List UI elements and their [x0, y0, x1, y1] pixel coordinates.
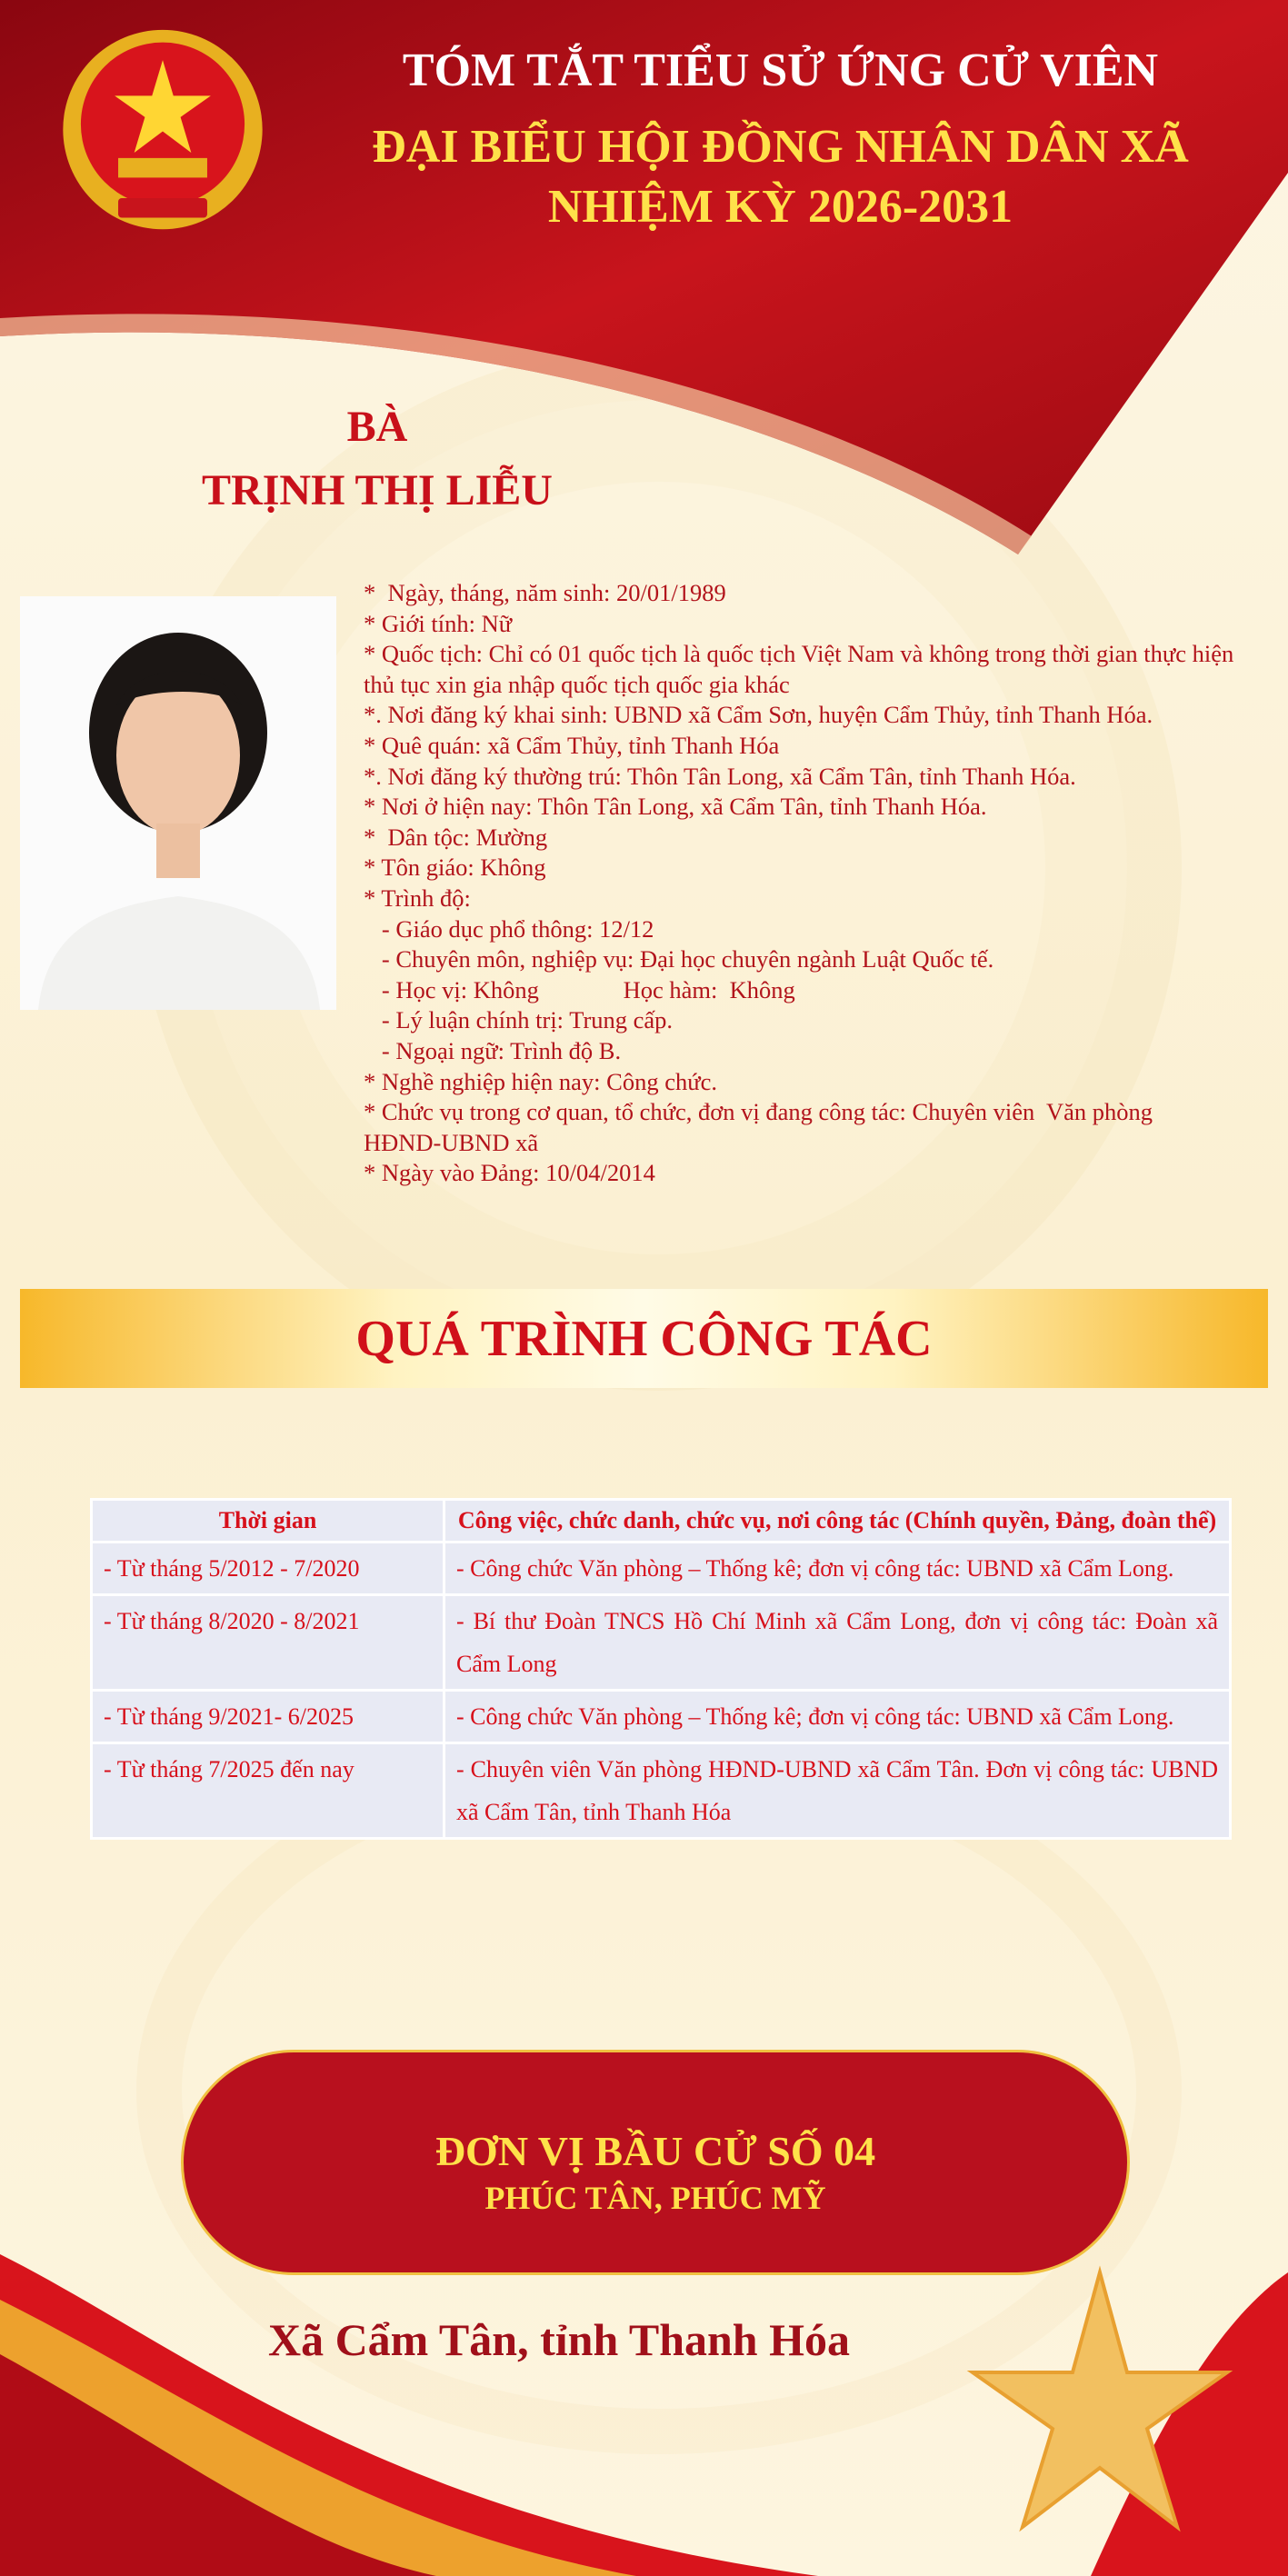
- info-line: * Giới tính: Nữ: [364, 609, 513, 637]
- time-cell: - Từ tháng 8/2020 - 8/2021: [92, 1595, 444, 1691]
- info-line: - Chuyên môn, nghiệp vụ: Đại học chuyên ngành Luật Quốc tế.: [364, 945, 994, 973]
- work-history-title: QUÁ TRÌNH CÔNG TÁC: [355, 1310, 933, 1367]
- info-line: - Giáo dục phổ thông: 12/12: [364, 914, 654, 943]
- table-row: [92, 1743, 1231, 1839]
- work-history-banner: [20, 1289, 1268, 1388]
- position-cell: - Bí thư Đoàn TNCS Hồ Chí Minh xã Cẩm Long, đơn vị công tác: Đoàn xã Cẩm Long: [444, 1595, 1231, 1691]
- info-line: * Quê quán: xã Cẩm Thủy, tỉnh Thanh Hóa: [364, 731, 780, 759]
- column-header-time: Thời gian: [92, 1500, 444, 1543]
- electoral-unit-number: ĐƠN VỊ BẦU CỬ SỐ 04: [434, 2128, 876, 2174]
- header-title-line1: TÓM TẮT TIỂU SỬ ỨNG CỬ VIÊN: [402, 45, 1159, 96]
- info-line: - Lý luận chính trị: Trung cấp.: [364, 1006, 674, 1034]
- table-row: [92, 1691, 1231, 1743]
- table-header-row: [92, 1500, 1231, 1543]
- info-line: - Học vị: Không Học hàm: Không: [364, 975, 795, 1003]
- time-cell: - Từ tháng 9/2021- 6/2025: [92, 1691, 444, 1743]
- position-cell: - Chuyên viên Văn phòng HĐND-UBND xã Cẩm Tân. Đơn vị công tác: UBND xã Cẩm Tân, tỉnh Thanh Hóa: [444, 1743, 1231, 1839]
- info-line: * Ngày vào Đảng: 10/04/2014: [364, 1159, 655, 1187]
- info-line: * Tôn giáo: Không: [364, 854, 546, 882]
- info-line: * Chức vụ trong cơ quan, tổ chức, đơn vị đang công tác: Chuyên viên Văn phòng HĐND-UBND xã: [364, 1098, 1159, 1156]
- table-row: [92, 1595, 1231, 1691]
- candidate-photo: [20, 596, 336, 1010]
- location-text: Xã Cẩm Tân, tỉnh Thanh Hóa: [267, 2314, 851, 2365]
- national-emblem-logo: [55, 25, 271, 238]
- column-header-position: Công việc, chức danh, chức vụ, nơi công tác (Chính quyền, Đảng, đoàn thể): [444, 1500, 1231, 1543]
- electoral-unit-areas: PHÚC TÂN, PHÚC MỸ: [484, 2180, 826, 2216]
- position-cell: - Công chức Văn phòng – Thống kê; đơn vị công tác: UBND xã Cẩm Long.: [444, 1543, 1231, 1595]
- info-line: *. Nơi đăng ký thường trú: Thôn Tân Long, xã Cẩm Tân, tỉnh Thanh Hóa.: [364, 762, 1076, 790]
- info-line: * Ngày, tháng, năm sinh: 20/01/1989: [364, 579, 726, 606]
- info-line: * Nghề nghiệp hiện nay: Công chức.: [364, 1067, 717, 1095]
- header-title-line3: NHIỆM KỲ 2026-2031: [547, 181, 1013, 233]
- flag-and-star-decoration: [0, 2218, 1288, 2576]
- position-cell: - Công chức Văn phòng – Thống kê; đơn vị công tác: UBND xã Cẩm Long.: [444, 1691, 1231, 1743]
- candidate-title: BÀ: [346, 403, 408, 451]
- info-line: * Nơi ở hiện nay: Thôn Tân Long, xã Cẩm Tân, tỉnh Thanh Hóa.: [364, 793, 987, 821]
- header-title-line2: ĐẠI BIỂU HỘI ĐỒNG NHÂN DÂN XÃ: [372, 121, 1189, 173]
- personal-info-list: [364, 578, 1240, 1189]
- candidate-name: TRỊNH THỊ LIỄU: [202, 466, 553, 514]
- time-cell: - Từ tháng 5/2012 - 7/2020: [92, 1543, 444, 1595]
- info-line: * Dân tộc: Mường: [364, 823, 548, 851]
- info-line: *. Nơi đăng ký khai sinh: UBND xã Cẩm Sơn, huyện Cẩm Thủy, tỉnh Thanh Hóa.: [364, 701, 1153, 729]
- time-cell: - Từ tháng 7/2025 đến nay: [92, 1743, 444, 1839]
- table-row: [92, 1543, 1231, 1595]
- info-line: - Ngoại ngữ: Trình độ B.: [364, 1036, 622, 1064]
- work-history-table: [90, 1498, 1232, 1840]
- info-line: * Trình độ:: [364, 884, 471, 912]
- info-line: * Quốc tịch: Chỉ có 01 quốc tịch là quốc tịch Việt Nam và không trong thời gian thực hiện thủ tục xin gia nhập quốc tịch quốc gia khác: [364, 640, 1240, 698]
